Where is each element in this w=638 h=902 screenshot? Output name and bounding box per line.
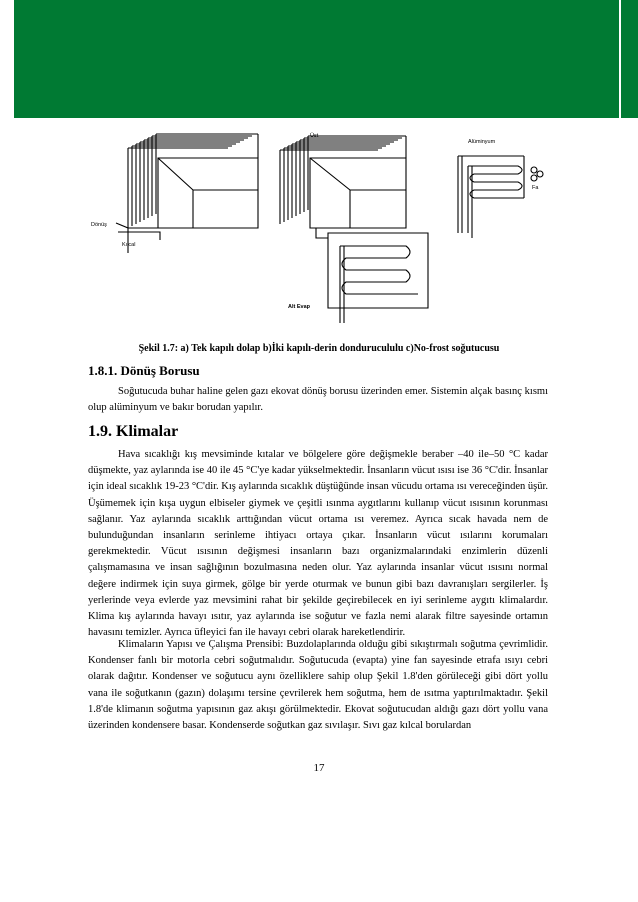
- evaporator-a-drawing: [116, 134, 258, 253]
- header-band-left-margin: [0, 0, 14, 118]
- label-alt-evap: Alt Evap: [288, 304, 311, 310]
- evaporator-b-drawing: [280, 136, 428, 323]
- label-kilcal: Kılcal: [122, 242, 136, 248]
- figure-caption: Şekil 1.7: a) Tek kapılı dolap b)İki kapılı-derin dondurucululu c)No-frost soğutucusu: [138, 343, 500, 354]
- page-number: 17: [313, 762, 325, 774]
- paragraph-klimalar-1: Hava sıcaklığı kış mevsiminde kıtalar ve bölgelere göre değişmekle beraber –40 ile–50 °C kadar düşmekte, yaz aylarında ise 40 ile 45 °C'ye kadar yükselmektedir. İnsanların vücut ısısı ise 36 °C'dir. İnsanlar için ideal sıcaklık 19-23 °C'dir. Kış aylarında sıcaklık düştüğünde insan vücudu ortama ısı vereceğinden üşür. Üşümemek için kışa uygun elbiseler giymek ve çeşitli ısınma aygıtlarını kullanıp vücut ısısının korunması sağlanır. Yaz aylarında sıcaklık arttığından vücut ortama ısı veremez. Ayrıca sıcak havada nem de bulunduğundan insanların serinleme ihtiyacı ortaya çıkar. İnsanların vücut ısılarını korumaları gerekmektedir. Vücut ısısının değişmesi insanların bazı organizmalarındaki enzimlerin düzenli çalışmamasına ve insan sağlığının bozulmasına neden olur. Yaz aylarında insanlar vücut ısısını normal değere indirmek için suya girmek, gölge bir yerde oturmak ve bunun gibi bazı davranışları sergilerler. İş yerlerinde veya evlerde yaz mevsimini rahat bir şekilde geçirebilecek en iyi serinleme aygıtı klimalardır. Klima kış aylarında havayı ısıtır, yaz aylarında ise soğutur ve fazla nemi alarak filtre sayesinde ortamın havasını temizler. Ayrıca üfleyici fan ile havayı cebri olarak hareketlendirir.: [88, 449, 548, 639]
- label-fan: Fa: [532, 185, 539, 191]
- section-heading-1-8-1: 1.8.1. Dönüş Borusu: [88, 363, 200, 378]
- label-donus: Dönüş: [91, 222, 107, 228]
- paragraph-klimalar-2: Klimaların Yapısı ve Çalışma Prensibi: Buzdolaplarında olduğu gibi sıkıştırmalı soğutma çevrimlidir. Kondenser fanlı bir motorla cebri soğutmalıdır. Soğutucuda (evapta) yine fan sayesinde etrafa ısıyı cebri olarak dağıtır. Kondenser ve soğutucu aynı özelliklere sahip olup Şekil 1.8'den görüleceği gibi dört yollu vana ile soğutkanın (gazın) dolaşımı tersine çevrilerek hem soğutma, hem de ısıtma yaptırılmaktadır. Şekil 1.8'de klimanın soğutma yapısının gaz akışı görülmektedir. Ekovat soğutucudan aldığı gazı dört yollu vana üzerinden kondensere basar. Kondenserde soğutkan gaz sıvılaşır. Sıvı gaz kılcal borulardan: [88, 639, 548, 732]
- refrigerator-figure: [88, 128, 558, 328]
- evaporator-c-drawing: [458, 156, 543, 238]
- header-band-right-line: [619, 0, 621, 118]
- paragraph-donus-borusu: Soğutucuda buhar haline gelen gazı ekovat dönüş borusu üzerinden emer. Sistemin alçak basınç kısmı olup alüminyum ve bakır borudan yapılır.: [88, 386, 548, 414]
- header-band: [0, 0, 638, 118]
- label-ust: Üst: [310, 133, 319, 139]
- label-aluminyum: Alüminyum: [468, 139, 496, 145]
- section-heading-1-9: 1.9. Klimalar: [88, 423, 179, 440]
